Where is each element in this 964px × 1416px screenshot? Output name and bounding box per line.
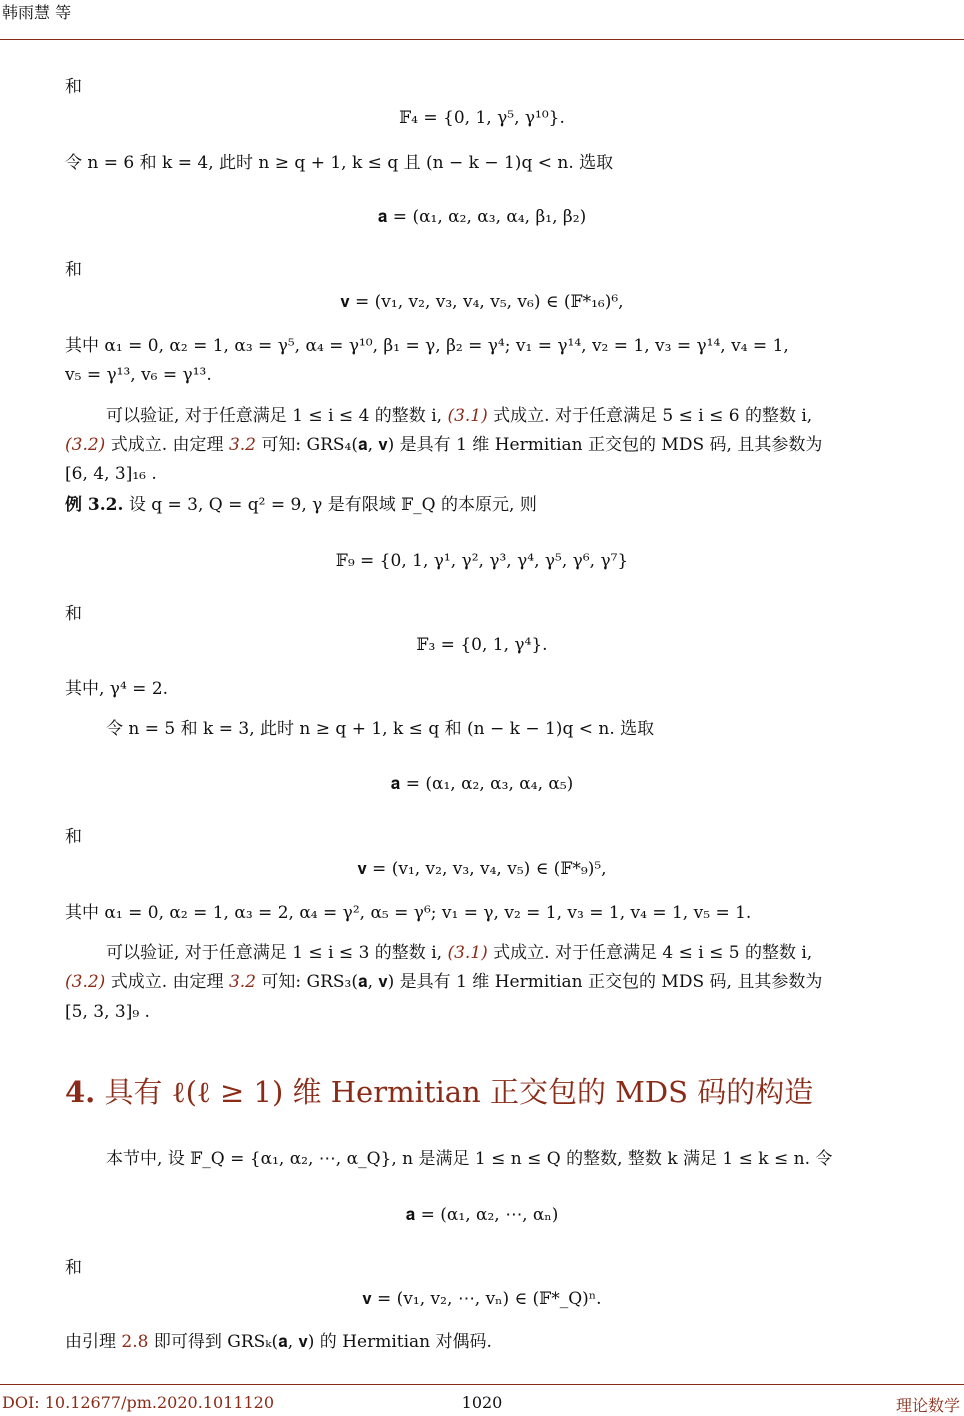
ref-lemma-2-8[interactable]: 2.8 — [121, 1332, 149, 1352]
ref-3-2[interactable]: (3.2) — [65, 972, 106, 992]
header-rule — [0, 39, 964, 40]
example-3-2: 例 3.2. 设 q = 3, Q = q² = 9, γ 是有限域 𝔽_Q 的本原元, 则 — [65, 495, 537, 515]
text-params-2: [5, 3, 3]₉ . — [65, 1002, 150, 1022]
eq-F9: 𝔽₉ = {0, 1, γ¹, γ², γ³, γ⁴, γ⁵, γ⁶, γ⁷} — [335, 551, 629, 571]
text-lemma: 由引理 2.8 即可得到 GRSₖ(𝐚, 𝐯) 的 Hermitian 对偶码. — [65, 1332, 492, 1352]
text-and-1: 和 — [65, 77, 82, 97]
eq-a-1: 𝐚 = (α₁, α₂, α₃, α₄, β₁, β₂) — [377, 207, 587, 227]
text-gamma4: 其中, γ⁴ = 2. — [65, 679, 169, 699]
footer-journal-link[interactable]: 理论数学 — [895, 1396, 960, 1415]
text-and-3: 和 — [65, 604, 82, 624]
section-4-heading: 4. 具有 ℓ(ℓ ≥ 1) 维 Hermitian 正交包的 MDS 码的构造 — [65, 1075, 814, 1109]
eq-a-3: 𝐚 = (α₁, α₂, ⋯, αₙ) — [405, 1205, 559, 1225]
text-verify-2b: (3.2) 式成立. 由定理 3.2 可知: GRS₃(𝐚, 𝐯) 是具有 1 维 Hermitian 正交包的 MDS 码, 且其参数为 — [65, 972, 823, 992]
text-where-2: 其中 α₁ = 0, α₂ = 1, α₃ = 2, α₄ = γ², α₅ = γ⁶; v₁ = γ, v₂ = 1, v₃ = 1, v₄ = 1, v₅ = 1. — [65, 903, 752, 923]
running-header-authors: 韩雨慧 等 — [2, 3, 72, 22]
eq-F4: 𝔽₄ = {0, 1, γ⁵, γ¹⁰}. — [399, 108, 565, 128]
eq-F3: 𝔽₃ = {0, 1, γ⁴}. — [416, 635, 548, 655]
text-section-intro: 本节中, 设 𝔽_Q = {α₁, α₂, ⋯, α_Q}, n 是满足 1 ≤ n ≤ Q 的整数, 整数 k 满足 1 ≤ k ≤ n. 令 — [106, 1149, 833, 1169]
ref-3-1[interactable]: (3.1) — [447, 406, 488, 426]
footer-doi-link[interactable]: DOI: 10.12677/pm.2020.1011120 — [2, 1393, 275, 1412]
text-where-1: 其中 α₁ = 0, α₂ = 1, α₃ = γ⁵, α₄ = γ¹⁰, β₁ = γ, β₂ = γ⁴; v₁ = γ¹⁴, v₂ = 1, v₃ = γ¹⁴, v₄ = 1, — [65, 336, 789, 356]
eq-v-2: 𝐯 = (v₁, v₂, v₃, v₄, v₅) ∈ (𝔽*₉)⁵, — [357, 859, 607, 879]
text-verify-1b: (3.2) 式成立. 由定理 3.2 可知: GRS₄(𝐚, 𝐯) 是具有 1 维 Hermitian 正交包的 MDS 码, 且其参数为 — [65, 435, 823, 455]
text-and-2: 和 — [65, 260, 82, 280]
ref-thm-3-2[interactable]: 3.2 — [228, 435, 256, 455]
text-and-4: 和 — [65, 827, 82, 847]
eq-v-1: 𝐯 = (v₁, v₂, v₃, v₄, v₅, v₆) ∈ (𝔽*₁₆)⁶, — [340, 292, 624, 312]
ref-3-1[interactable]: (3.1) — [447, 943, 488, 963]
page-number: 1020 — [461, 1393, 503, 1412]
text-verify-2: 可以验证, 对于任意满足 1 ≤ i ≤ 3 的整数 i, (3.1) 式成立. 对于任意满足 4 ≤ i ≤ 5 的整数 i, — [106, 943, 813, 963]
ref-thm-3-2[interactable]: 3.2 — [228, 972, 256, 992]
ref-3-2[interactable]: (3.2) — [65, 435, 106, 455]
example-label: 例 3.2. — [65, 495, 124, 515]
section-number: 4. — [65, 1075, 96, 1109]
text-where-1b: v₅ = γ¹³, v₆ = γ¹³. — [65, 365, 212, 385]
text-let-n5: 令 n = 5 和 k = 3, 此时 n ≥ q + 1, k ≤ q 和 (n − k − 1)q < n. 选取 — [106, 719, 655, 739]
eq-a-2: 𝐚 = (α₁, α₂, α₃, α₄, α₅) — [390, 774, 574, 794]
text-verify-1: 可以验证, 对于任意满足 1 ≤ i ≤ 4 的整数 i, (3.1) 式成立. 对于任意满足 5 ≤ i ≤ 6 的整数 i, — [106, 406, 813, 426]
footer-rule — [0, 1384, 964, 1385]
text-params-1: [6, 4, 3]₁₆ . — [65, 464, 157, 484]
text-and-5: 和 — [65, 1258, 82, 1278]
text-let-n6: 令 n = 6 和 k = 4, 此时 n ≥ q + 1, k ≤ q 且 (n − k − 1)q < n. 选取 — [65, 153, 614, 173]
eq-v-3: 𝐯 = (v₁, v₂, ⋯, vₙ) ∈ (𝔽*_Q)ⁿ. — [362, 1289, 602, 1309]
